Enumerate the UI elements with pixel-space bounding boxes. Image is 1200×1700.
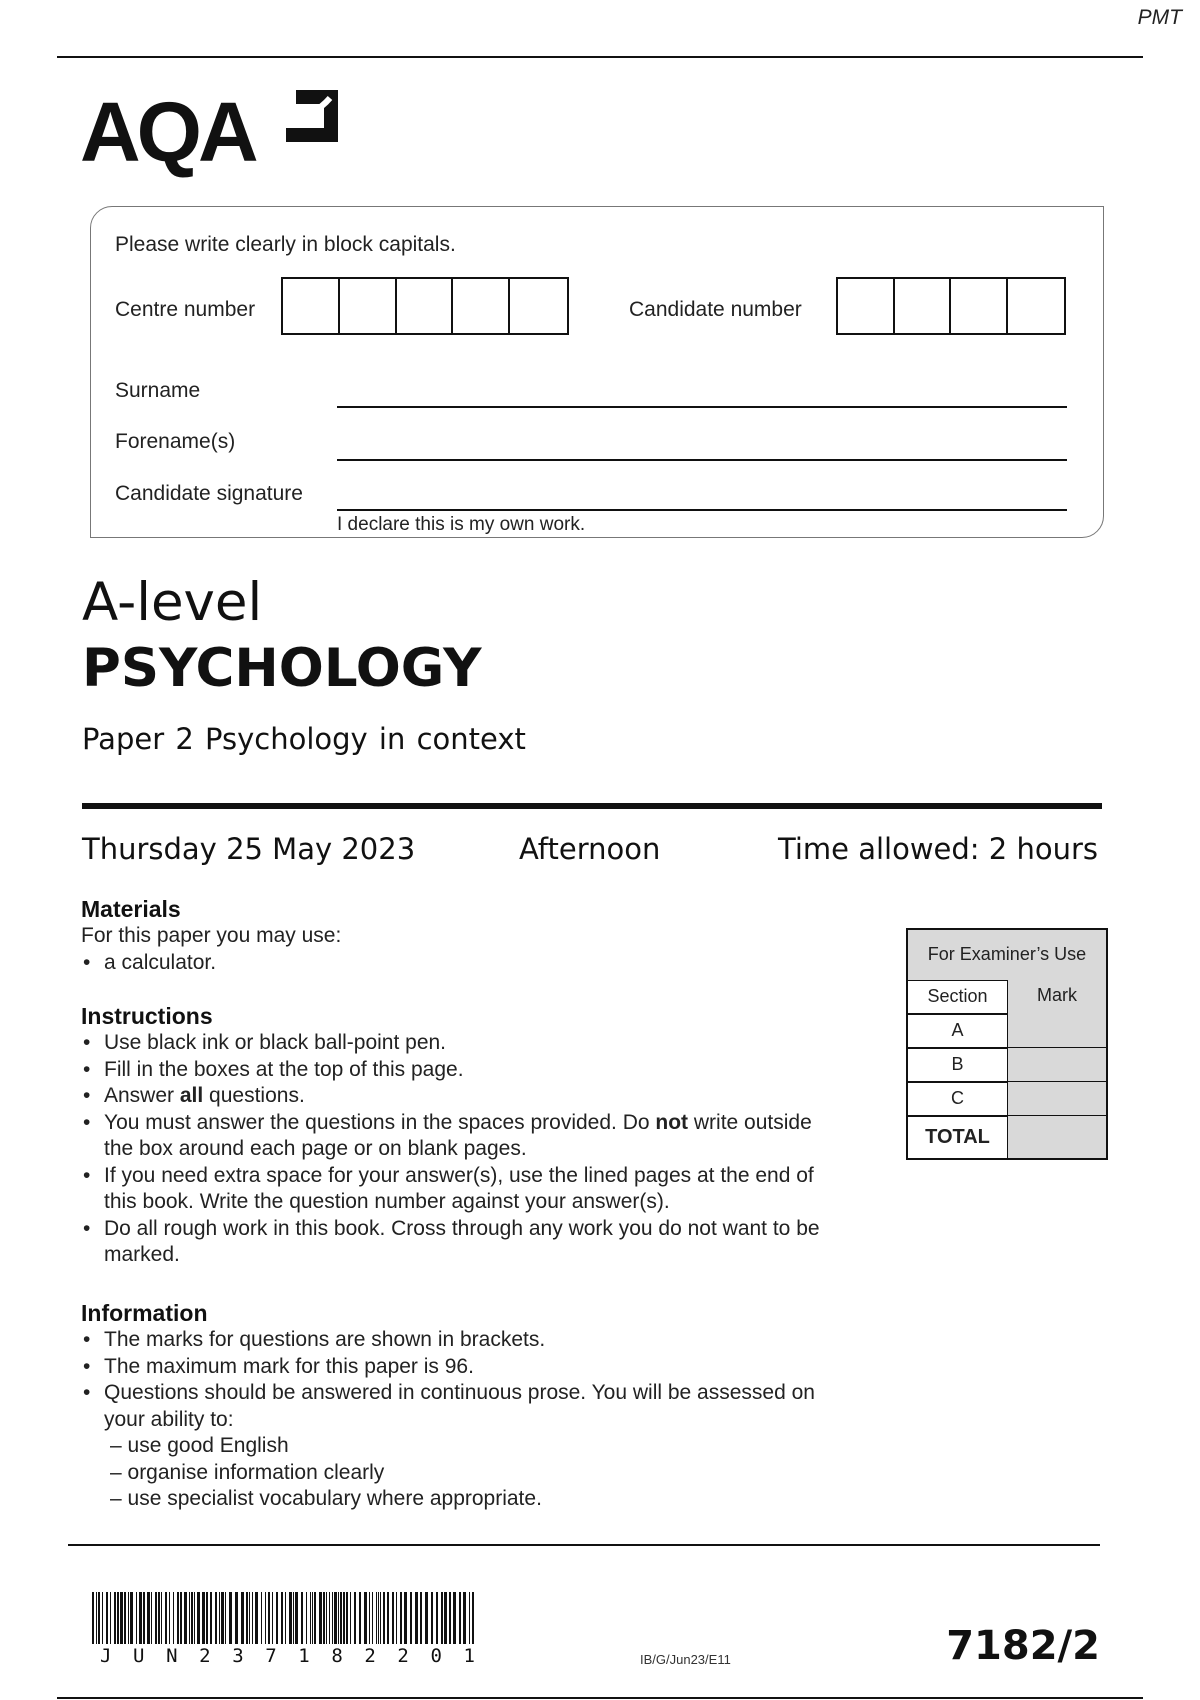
footer-rule (68, 1544, 1100, 1546)
qualification-level: A-level (82, 572, 263, 633)
barcode-bar (314, 1592, 316, 1644)
barcode-bar (459, 1592, 461, 1644)
logo-wordmark: AQA (80, 85, 255, 179)
barcode-bar (128, 1592, 129, 1644)
barcode-bar (130, 1592, 133, 1644)
candidate-number-label: Candidate number (629, 298, 802, 321)
barcode-digit: U (133, 1645, 145, 1667)
information-item (81, 1380, 821, 1513)
barcode-bar (372, 1592, 373, 1644)
barcode-bar (235, 1592, 238, 1644)
mark-cell (1008, 1048, 1106, 1082)
barcode-bar (117, 1592, 119, 1644)
barcode-bar (359, 1592, 361, 1644)
barcode-bar (338, 1592, 339, 1644)
barcode-bar (383, 1592, 385, 1644)
watermark-text: PMT (1137, 6, 1182, 29)
instruction-item (81, 1110, 821, 1163)
barcode-bar (106, 1592, 108, 1644)
barcode-bar (202, 1592, 205, 1644)
barcode-digit: 3 (232, 1645, 244, 1667)
section-header: Section (908, 980, 1008, 1014)
barcode-bar (96, 1592, 97, 1644)
ability-item: – organise information clearly (110, 1460, 385, 1484)
barcode-bar (369, 1592, 370, 1644)
barcode-bar (378, 1592, 379, 1644)
centre-number-label: Centre number (115, 298, 256, 321)
examiners-total-row (908, 1116, 1106, 1158)
materials-intro: For this paper you may use: (81, 924, 342, 947)
barcode-bar (114, 1592, 116, 1644)
barcode-bar (453, 1592, 456, 1644)
barcode-bar (444, 1592, 447, 1644)
signature-label: Candidate signature (115, 482, 303, 505)
barcode-bar (436, 1592, 438, 1644)
barcode-bar (143, 1592, 145, 1644)
barcode-bar (332, 1592, 333, 1644)
materials-item: • a calculator. (81, 950, 821, 977)
exam-date: Thursday 25 May 2023 (82, 832, 416, 866)
barcode-bar (249, 1592, 250, 1644)
instruction-emphasis: all (179, 1084, 204, 1107)
barcode-bar (420, 1592, 422, 1644)
barcode-digit: 2 (364, 1645, 376, 1667)
barcode-bar (306, 1592, 307, 1644)
time-allowed: Time allowed: 2 hours (778, 832, 1098, 866)
bottom-rule (57, 1697, 1143, 1699)
materials-heading: Materials (81, 896, 181, 922)
barcode-bar (261, 1592, 262, 1644)
materials-section (81, 896, 821, 976)
information-section (81, 1300, 821, 1513)
barcode-bar (396, 1592, 397, 1644)
candidate-number-cell[interactable] (951, 279, 1008, 333)
barcode-bar (340, 1592, 342, 1644)
logo-flag-icon (284, 88, 340, 144)
centre-number-cell[interactable] (510, 279, 567, 333)
barcode-bar (400, 1592, 402, 1644)
barcode-bar (301, 1592, 303, 1644)
barcode-bar (173, 1592, 174, 1644)
block-capitals-prompt: Please write clearly in block capitals. (115, 233, 456, 256)
barcode-bar (334, 1592, 337, 1644)
barcode-bar (319, 1592, 322, 1644)
candidate-number-cell[interactable] (1008, 279, 1064, 333)
barcode-bar (215, 1592, 217, 1644)
barcode-bar (469, 1592, 470, 1644)
barcode-bar (184, 1592, 187, 1644)
instruction-item: • If you need extra space for your answer(s), use the lined pages at the end of this book. Write the question number against your answer(s). (81, 1163, 821, 1216)
signature-field[interactable] (337, 509, 1067, 511)
examiners-row (908, 1014, 1106, 1048)
barcode-bar (191, 1592, 193, 1644)
barcode-digit: 1 (298, 1645, 310, 1667)
barcode-bar (404, 1592, 407, 1644)
instruction-item: • Use black ink or black ball-point pen. (81, 1030, 821, 1057)
ability-list (104, 1433, 821, 1513)
barcode-bar (197, 1592, 200, 1644)
barcode-bar (387, 1592, 389, 1644)
barcode-digit: J (100, 1645, 112, 1667)
barcode-bar (98, 1592, 100, 1644)
barcode-bar (410, 1592, 412, 1644)
barcode-bar (310, 1592, 311, 1644)
candidate-details-box (90, 206, 1104, 538)
document-reference: IB/G/Jun23/E11 (640, 1652, 731, 1667)
total-mark-cell (1008, 1116, 1106, 1158)
centre-number-cell[interactable] (453, 279, 510, 333)
barcode-digit: 1 (463, 1645, 475, 1667)
barcode-bar (92, 1592, 94, 1644)
ability-item: – use good English (110, 1434, 289, 1457)
instructions-section (81, 1003, 821, 1269)
forename-field[interactable] (337, 459, 1067, 461)
subject-title: PSYCHOLOGY (82, 638, 482, 699)
barcode-bar (326, 1592, 327, 1644)
instructions-heading: Instructions (81, 1003, 213, 1029)
barcode-bar (165, 1592, 167, 1644)
barcode-bar (219, 1592, 220, 1644)
information-item: • The marks for questions are shown in brackets. (81, 1327, 821, 1354)
barcode-bar (425, 1592, 428, 1644)
barcode-bar (343, 1592, 345, 1644)
mark-cell (1008, 1014, 1106, 1048)
centre-number-boxes[interactable] (281, 277, 569, 335)
barcode-digit: 8 (331, 1645, 343, 1667)
paper-title: Paper 2 Psychology in context (82, 722, 526, 756)
centre-number-cell[interactable] (397, 279, 454, 333)
declaration-text: I declare this is my own work. (337, 514, 586, 535)
top-rule (57, 56, 1143, 58)
examiners-use-table (906, 928, 1108, 1160)
barcode-bar (285, 1592, 286, 1644)
barcode-bar (221, 1592, 224, 1644)
barcode-bar (376, 1592, 377, 1644)
barcode-bar (265, 1592, 266, 1644)
aqa-logo (80, 85, 340, 185)
barcode-bar (225, 1592, 226, 1644)
section-cell: B (908, 1048, 1008, 1082)
barcode-bar (449, 1592, 451, 1644)
barcode-bar (346, 1592, 348, 1644)
barcode-bar (431, 1592, 433, 1644)
barcode-bar (194, 1592, 195, 1644)
barcode-bar (329, 1592, 330, 1644)
information-text: • Questions should be answered in continuous prose. You will be assessed on your ability to: (104, 1381, 815, 1431)
barcode-bar (124, 1592, 126, 1644)
instruction-item: • Do all rough work in this book. Cross through any work you do not want to be marked. (81, 1216, 821, 1269)
instruction-text: You must answer the questions in the spaces provided. Do (104, 1110, 656, 1134)
barcode-bar (415, 1592, 418, 1644)
title-divider (82, 803, 1102, 809)
instruction-text: write outside the box around each page or on blank pages. (104, 1110, 812, 1160)
barcode-bar (155, 1592, 157, 1644)
barcode-bar (364, 1592, 367, 1644)
barcode-bar (180, 1592, 182, 1644)
barcode-bar (246, 1592, 248, 1644)
barcode-bar (323, 1592, 325, 1644)
barcode-digit: 2 (199, 1645, 211, 1667)
barcode-bar (281, 1592, 283, 1644)
barcode-bar (102, 1592, 103, 1644)
barcode-bar (210, 1592, 212, 1644)
barcode-bar (161, 1592, 162, 1644)
barcode-bar (354, 1592, 356, 1644)
instruction-item: • Fill in the boxes at the top of this page. (81, 1057, 821, 1084)
barcode-bar (252, 1592, 253, 1644)
barcode-bar (295, 1592, 298, 1644)
barcode-bar (289, 1592, 292, 1644)
barcode-bar (312, 1592, 313, 1644)
information-item: • The maximum mark for this paper is 96. (81, 1354, 821, 1381)
ability-item: – use specialist vocabulary where appropriate. (110, 1487, 542, 1510)
barcode-bar (120, 1592, 123, 1644)
barcode-digit: 7 (265, 1645, 277, 1667)
barcode-digit: 2 (397, 1645, 409, 1667)
surname-label: Surname (115, 379, 201, 402)
total-label: TOTAL (908, 1116, 1008, 1158)
examiners-use-title: For Examiner’s Use (927, 944, 1087, 964)
examiners-header-row (908, 980, 1106, 1014)
exam-session: Afternoon (519, 832, 661, 866)
section-cell: C (908, 1082, 1008, 1116)
instruction-item (81, 1083, 821, 1110)
barcode-bar (268, 1592, 270, 1644)
instructions-list (81, 1030, 821, 1269)
surname-field[interactable] (337, 406, 1067, 408)
centre-number-cell[interactable] (283, 279, 340, 333)
barcode-bar (441, 1592, 443, 1644)
barcode-bar (110, 1592, 111, 1644)
barcode-bar (177, 1592, 179, 1644)
instruction-emphasis: not (655, 1110, 689, 1134)
mark-cell (1008, 1082, 1106, 1116)
barcode-bar (293, 1592, 294, 1644)
section-cell: A (908, 1014, 1008, 1048)
barcode-digits (100, 1645, 475, 1667)
barcode-bar (463, 1592, 466, 1644)
barcode-bar (189, 1592, 190, 1644)
barcode-bar (350, 1592, 351, 1644)
information-list (81, 1327, 821, 1513)
barcode-bar (392, 1592, 394, 1644)
barcode-bar (206, 1592, 208, 1644)
centre-number-cell[interactable] (340, 279, 397, 333)
barcode-bar (158, 1592, 160, 1644)
barcode-bar (139, 1592, 142, 1644)
candidate-number-cell[interactable] (838, 279, 895, 333)
barcode-bar (241, 1592, 244, 1644)
barcode-bar (136, 1592, 137, 1644)
candidate-number-cell[interactable] (895, 279, 952, 333)
barcode-bar (151, 1592, 152, 1644)
barcode-bar (229, 1592, 232, 1644)
instruction-text: Answer (104, 1084, 180, 1107)
mark-header: Mark (1008, 980, 1106, 1014)
barcode-bar (255, 1592, 258, 1644)
instruction-text: questions. (203, 1084, 305, 1107)
barcode-bar (272, 1592, 273, 1644)
examiners-row (908, 1082, 1106, 1116)
barcode-bar (472, 1592, 474, 1644)
materials-list (81, 950, 821, 977)
forename-label: Forename(s) (115, 430, 236, 453)
barcode-bar (276, 1592, 278, 1644)
paper-code: 7182/2 (946, 1623, 1100, 1669)
barcode-digit: N (166, 1645, 178, 1667)
barcode-bar (380, 1592, 381, 1644)
barcode-bar (169, 1592, 170, 1644)
barcode-digit: 0 (430, 1645, 442, 1667)
barcode-bar (147, 1592, 150, 1644)
examiners-row (908, 1048, 1106, 1082)
candidate-number-boxes[interactable] (836, 277, 1066, 335)
information-heading: Information (81, 1300, 208, 1326)
